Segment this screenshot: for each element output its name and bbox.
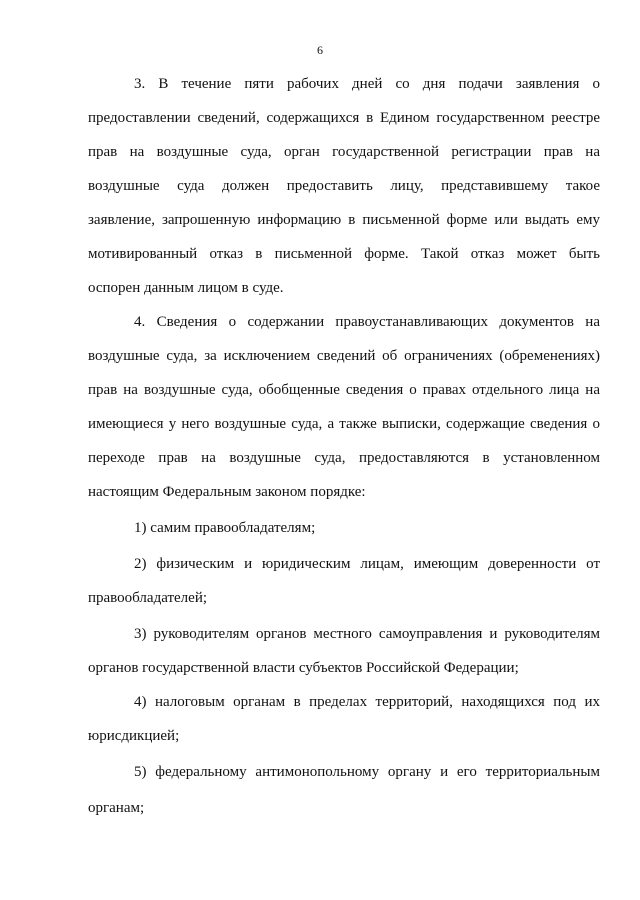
list-item-1: 1) самим правообладателям; <box>134 520 316 536</box>
paragraph-4-line-4: имеющиеся у него воздушные суда, а также выписки, содержащие сведения о <box>88 416 600 432</box>
paragraph-4-line-1: 4. Сведения о содержании правоустанавливающих документов на <box>134 314 600 330</box>
list-item-3-line-2: органов государственной власти субъектов Российской Федерации; <box>88 660 519 676</box>
paragraph-4-line-2: воздушные суда, за исключением сведений об ограничениях (обременениях) <box>88 348 600 364</box>
paragraph-4-line-3: прав на воздушные суда, обобщенные сведения о правах отдельного лица на <box>88 382 600 398</box>
paragraph-3-line-5: заявление, запрошенную информацию в письменной форме или выдать ему <box>88 212 600 228</box>
list-item-3-line-1: 3) руководителям органов местного самоуправления и руководителям <box>134 626 600 642</box>
list-item-2-line-2: правообладателей; <box>88 590 208 606</box>
paragraph-4-line-5: переходе прав на воздушные суда, предоставляются в установленном <box>88 450 600 466</box>
paragraph-3-line-1: 3. В течение пяти рабочих дней со дня подачи заявления о <box>134 76 600 92</box>
list-item-5-line-1: 5) федеральному антимонопольному органу и его территориальным <box>134 764 600 780</box>
paragraph-4-line-6: настоящим Федеральным законом порядке: <box>88 484 366 500</box>
list-item-4-line-1: 4) налоговым органам в пределах территорий, находящихся под их <box>134 694 600 710</box>
list-item-2-line-1: 2) физическим и юридическим лицам, имеющим доверенности от <box>134 556 600 572</box>
paragraph-3-line-7: оспорен данным лицом в суде. <box>88 280 284 296</box>
paragraph-3-line-6: мотивированный отказ в письменной форме. Такой отказ может быть <box>88 246 600 262</box>
paragraph-3-line-4: воздушные суда должен предоставить лицу, представившему такое <box>88 178 600 194</box>
paragraph-3-line-3: прав на воздушные суда, орган государственной регистрации прав на <box>88 144 600 160</box>
list-item-4-line-2: юрисдикцией; <box>88 728 180 744</box>
paragraph-3-line-2: предоставлении сведений, содержащихся в Едином государственном реестре <box>88 110 600 126</box>
list-item-5-line-2: органам; <box>88 800 145 816</box>
page-number: 6 <box>317 43 323 57</box>
